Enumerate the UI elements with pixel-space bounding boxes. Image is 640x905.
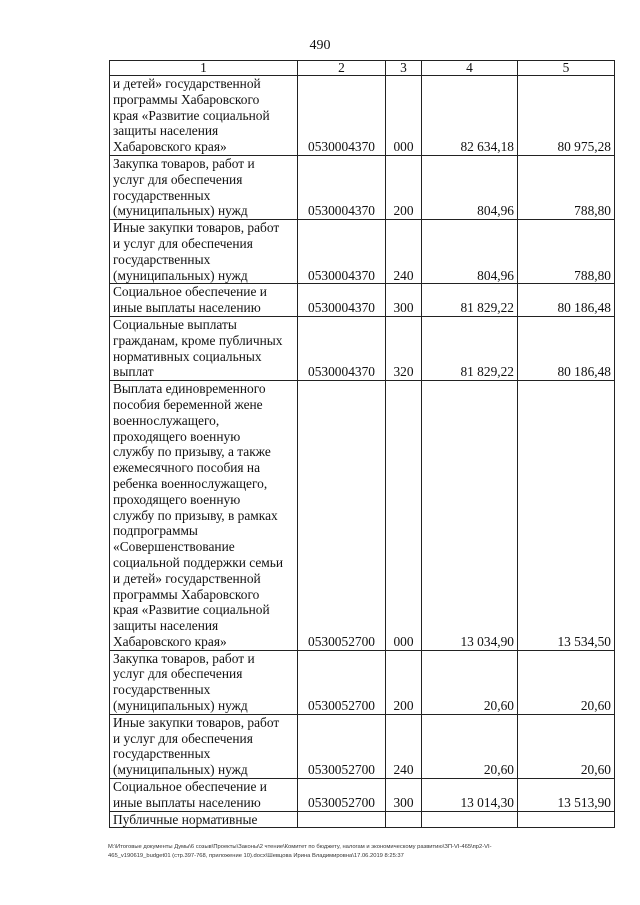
table-row bbox=[110, 316, 615, 380]
document-path-footer bbox=[108, 843, 618, 860]
header-col-3: 3 bbox=[386, 61, 422, 76]
row-value-2020: 80 186,48 bbox=[518, 316, 615, 380]
row-expense-type: 240 bbox=[386, 220, 422, 284]
row-expense-type: 240 bbox=[386, 714, 422, 778]
row-value-2019: 804,96 bbox=[422, 220, 518, 284]
table-header-row bbox=[110, 61, 615, 76]
row-expense-type: 300 bbox=[386, 284, 422, 317]
page-number: 490 bbox=[309, 38, 331, 53]
header-col-1: 1 bbox=[110, 61, 298, 76]
row-value-2020: 13 534,50 bbox=[518, 381, 615, 651]
row-value-2019: 20,60 bbox=[422, 714, 518, 778]
footer-line-1: М:\Итоговые документы Думы\6 созыв\Проекты\Законы\2 чтение\Комитет по бюджету, налогам и экономическому развитию\ЗП-VI-465\пр2-VI- bbox=[108, 844, 492, 850]
row-description: Закупка товаров, работ и услуг для обеспечения государственных (муниципальных) нужд bbox=[110, 650, 298, 714]
budget-table bbox=[109, 60, 615, 828]
row-value-2019: 804,96 bbox=[422, 155, 518, 219]
row-value-2020: 20,60 bbox=[518, 650, 615, 714]
row-value-2019: 82 634,18 bbox=[422, 76, 518, 156]
row-expense-type: 300 bbox=[386, 779, 422, 812]
row-expense-type: 000 bbox=[386, 381, 422, 651]
row-target-code: 0530004370 bbox=[298, 316, 386, 380]
row-expense-type: 320 bbox=[386, 316, 422, 380]
row-target-code: 0530052700 bbox=[298, 714, 386, 778]
row-description: Выплата единовременного пособия беременной жене военнослужащего, проходящего военную службу по призыву, а также ежемесячного пособия на ребенка военнослужащего, проходящего военную службу по призыву, в рамках подпрограммы «Совершенствование социальной поддержки семьи и детей» государственной программы Хабаровского края «Развитие социальной защиты населения Хабаровского края» bbox=[110, 381, 298, 651]
row-target-code: 0530052700 bbox=[298, 381, 386, 651]
row-target-code: 0530052700 bbox=[298, 650, 386, 714]
row-description: Социальное обеспечение и иные выплаты населению bbox=[110, 284, 298, 317]
header-col-5: 5 bbox=[518, 61, 615, 76]
row-description: и детей» государственной программы Хабаровского края «Развитие социальной защиты населения Хабаровского края» bbox=[110, 76, 298, 156]
row-value-2020: 788,80 bbox=[518, 220, 615, 284]
row-description: Иные закупки товаров, работ и услуг для обеспечения государственных (муниципальных) нужд bbox=[110, 220, 298, 284]
row-value-2020: 788,80 bbox=[518, 155, 615, 219]
table-row bbox=[110, 779, 615, 812]
table-row bbox=[110, 811, 615, 828]
row-target-code bbox=[298, 811, 386, 828]
row-description: Закупка товаров, работ и услуг для обеспечения государственных (муниципальных) нужд bbox=[110, 155, 298, 219]
row-expense-type: 200 bbox=[386, 650, 422, 714]
row-value-2019: 81 829,22 bbox=[422, 284, 518, 317]
row-target-code: 0530004370 bbox=[298, 155, 386, 219]
row-description: Социальные выплаты гражданам, кроме публичных нормативных социальных выплат bbox=[110, 316, 298, 380]
row-description: Иные закупки товаров, работ и услуг для обеспечения государственных (муниципальных) нужд bbox=[110, 714, 298, 778]
row-description: Социальное обеспечение и иные выплаты населению bbox=[110, 779, 298, 812]
header-col-2: 2 bbox=[298, 61, 386, 76]
row-expense-type bbox=[386, 811, 422, 828]
row-value-2019: 13 034,90 bbox=[422, 381, 518, 651]
table-row bbox=[110, 650, 615, 714]
row-value-2020 bbox=[518, 811, 615, 828]
row-value-2020: 13 513,90 bbox=[518, 779, 615, 812]
table-row bbox=[110, 155, 615, 219]
row-value-2019: 13 014,30 bbox=[422, 779, 518, 812]
row-value-2020: 20,60 bbox=[518, 714, 615, 778]
row-expense-type: 200 bbox=[386, 155, 422, 219]
row-value-2019 bbox=[422, 811, 518, 828]
row-value-2020: 80 975,28 bbox=[518, 76, 615, 156]
row-value-2020: 80 186,48 bbox=[518, 284, 615, 317]
header-col-4: 4 bbox=[422, 61, 518, 76]
table-row bbox=[110, 714, 615, 778]
row-target-code: 0530004370 bbox=[298, 284, 386, 317]
row-target-code: 0530052700 bbox=[298, 779, 386, 812]
row-target-code: 0530004370 bbox=[298, 76, 386, 156]
footer-line-2: 465_v190619_budget01 (стр.397-768, приложение 10).docx\Шевцова Ирина Владимировна\17.06.2019 8:25:37 bbox=[108, 852, 404, 859]
table-row bbox=[110, 220, 615, 284]
table-row bbox=[110, 76, 615, 156]
row-description: Публичные нормативные bbox=[110, 811, 298, 828]
table-row bbox=[110, 381, 615, 651]
row-expense-type: 000 bbox=[386, 76, 422, 156]
row-value-2019: 81 829,22 bbox=[422, 316, 518, 380]
table-row bbox=[110, 284, 615, 317]
row-target-code: 0530004370 bbox=[298, 220, 386, 284]
row-value-2019: 20,60 bbox=[422, 650, 518, 714]
